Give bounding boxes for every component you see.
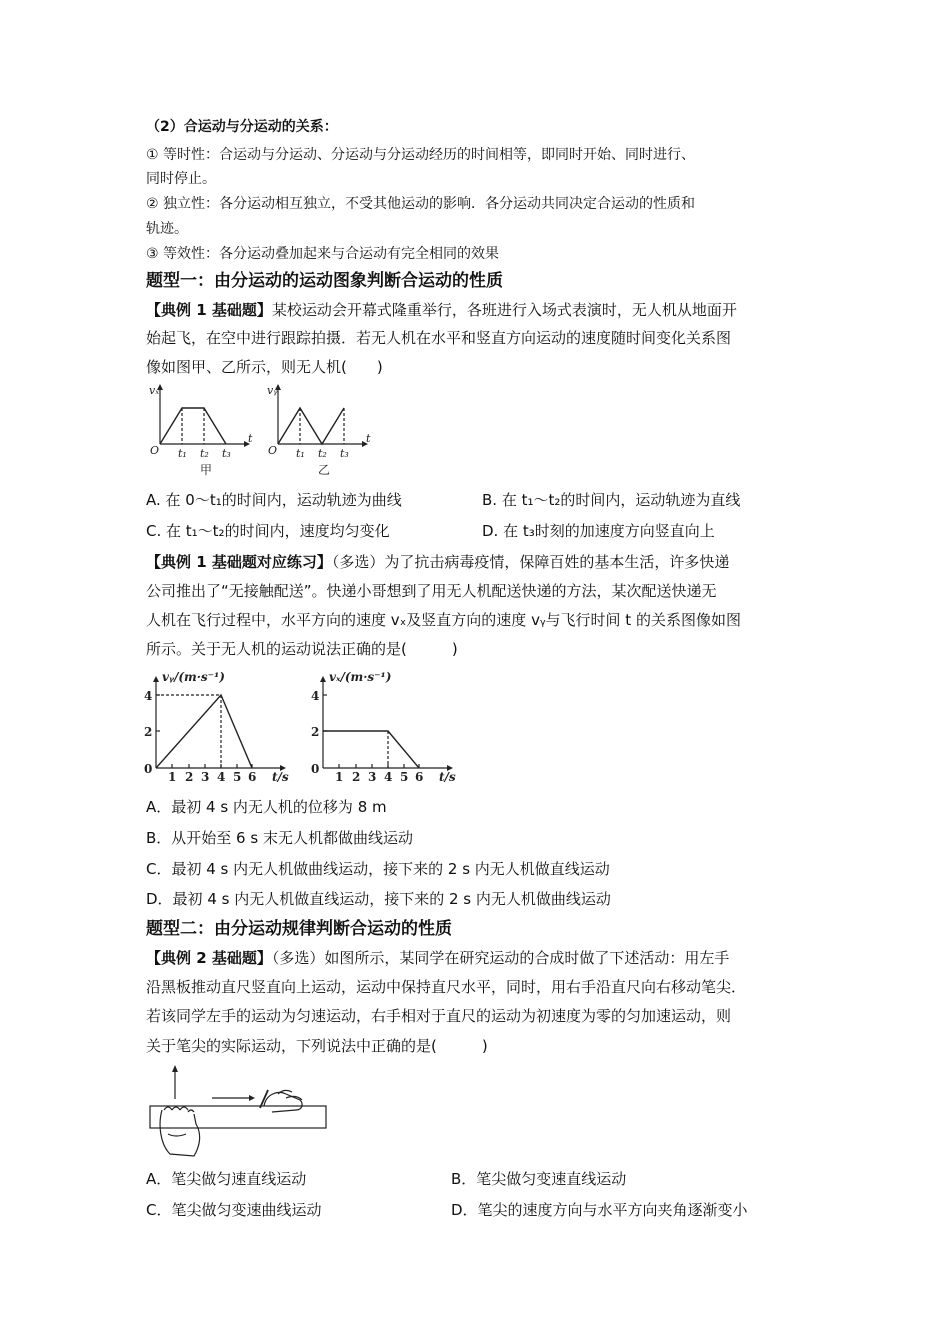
yi-t1: t₁ xyxy=(296,447,305,460)
jia-ylabel: vₓ xyxy=(149,384,160,397)
type2-heading: 题型二：由分运动规律判断合运动的性质 xyxy=(146,919,452,939)
practice-text: （多选）为了抗击病毒疫情，保障百姓的基本生活，许多快递 xyxy=(331,553,730,571)
practice-line-1 xyxy=(146,551,729,573)
vx-xtick-2: 2 xyxy=(352,770,361,784)
vx-xtick-6: 6 xyxy=(415,770,424,784)
relation-item-1-cont: 同时停止。 xyxy=(146,171,216,187)
ruler-hands-illustration xyxy=(146,1064,336,1159)
vx-xtick-1: 1 xyxy=(335,770,344,784)
jia-t3: t₃ xyxy=(222,447,231,460)
vx-xtick-3: 3 xyxy=(368,770,377,784)
practice-tag: 【典例 1 基础题对应练习】 xyxy=(146,553,332,571)
yi-tlabel: t xyxy=(366,432,371,445)
example2-tag: 【典例 2 基础题】 xyxy=(146,949,272,967)
example2-option-a[interactable]: A．笔尖做匀速直线运动 xyxy=(146,1170,307,1188)
vy-xtick-2: 2 xyxy=(185,770,194,784)
relation-item-2: ② 独立性：各分运动相互独立，不受其他运动的影响．各分运动共同决定合运动的性质和 xyxy=(146,196,695,212)
practice-option-a[interactable]: A．最初 4 s 内无人机的位移为 8 m xyxy=(146,798,387,816)
example1-line-3: 像如图甲、乙所示，则无人机( ) xyxy=(146,358,383,376)
example1-option-d[interactable]: D. 在 t₃时刻的加速度方向竖直向上 xyxy=(482,522,715,540)
example1-option-a[interactable]: A. 在 0～t₁的时间内，运动轨迹为曲线 xyxy=(146,491,402,509)
yi-t2: t₂ xyxy=(318,447,327,460)
relation-title: （2）合运动与分运动的关系： xyxy=(146,119,338,135)
example1-line-1 xyxy=(146,299,737,321)
jia-caption: 甲 xyxy=(200,463,213,477)
vx-xtick-5: 5 xyxy=(400,770,409,784)
vy-ylabel: vᵧ/(m·s⁻¹) xyxy=(162,670,225,684)
vy-xtick-1: 1 xyxy=(168,770,177,784)
relation-item-3: ③ 等效性：各分运动叠加起来与合运动有完全相同的效果 xyxy=(146,246,499,262)
vy-ytick-4: 4 xyxy=(144,689,153,703)
type1-heading: 题型一：由分运动的运动图象判断合运动的性质 xyxy=(146,271,503,291)
example2-text: （多选）如图所示，某同学在研究运动的合成时做了下述活动：用左手 xyxy=(271,949,730,967)
jia-t1: t₁ xyxy=(178,447,187,460)
example2-line-4: 关于笔尖的实际运动，下列说法中正确的是( ) xyxy=(146,1037,488,1055)
vx-ytick-2: 2 xyxy=(311,725,320,739)
vy-xtick-4: 4 xyxy=(217,770,226,784)
example1-tag: 【典例 1 基础题】 xyxy=(146,301,272,319)
example1-line-2: 始起飞，在空中进行跟踪拍摄．若无人机在水平和竖直方向运动的速度随时间变化关系图 xyxy=(146,329,732,347)
example1-text: 某校运动会开幕式隆重举行，各班进行入场式表演时，无人机从地面开 xyxy=(271,301,737,319)
vy-ytick-0: 0 xyxy=(144,762,153,776)
practice-line-4: 所示。关于无人机的运动说法正确的是( ) xyxy=(146,640,458,658)
practice-line-3: 人机在飞行过程中，水平方向的速度 vₓ及竖直方向的速度 vᵧ与飞行时间 t 的关系图像如图 xyxy=(146,611,741,629)
example2-line-2: 沿黑板推动直尺竖直向上运动，运动中保持直尺水平，同时，用右手沿直尺向右移动笔尖． xyxy=(146,978,747,996)
vy-xtick-6: 6 xyxy=(248,770,257,784)
vx-ytick-4: 4 xyxy=(311,689,320,703)
yi-t3: t₃ xyxy=(340,447,349,460)
example2-line-1 xyxy=(146,947,729,969)
vx-ylabel: vₓ/(m·s⁻¹) xyxy=(329,670,392,684)
jia-t2: t₂ xyxy=(200,447,209,460)
relation-item-1: ① 等时性：合运动与分运动、分运动与分运动经历的时间相等，即同时开始、同时进行、 xyxy=(146,147,695,163)
yi-caption: 乙 xyxy=(318,463,331,477)
jia-origin: O xyxy=(150,444,160,457)
example2-line-3: 若该同学左手的运动为匀速运动，右手相对于直尺的运动为初速度为零的匀加速运动，则 xyxy=(146,1007,732,1025)
vy-xtick-5: 5 xyxy=(233,770,242,784)
practice-line-2: 公司推出了“无接触配送”。快递小哥想到了用无人机配送快递的方法，某次配送快递无 xyxy=(146,582,717,600)
relation-item-2-cont: 轨迹。 xyxy=(146,221,188,237)
example2-option-d[interactable]: D．笔尖的速度方向与水平方向夹角逐渐变小 xyxy=(451,1201,748,1219)
practice-option-d[interactable]: D．最初 4 s 内无人机做直线运动，接下来的 2 s 内无人机做曲线运动 xyxy=(146,890,611,908)
jia-tlabel: t xyxy=(248,432,253,445)
vx-xtick-4: 4 xyxy=(384,770,393,784)
graph-vy xyxy=(140,664,300,784)
vy-ytick-2: 2 xyxy=(144,725,153,739)
yi-ylabel: vᵧ xyxy=(267,384,278,397)
example2-option-b[interactable]: B．笔尖做匀变速直线运动 xyxy=(451,1170,627,1188)
example1-option-b[interactable]: B. 在 t₁～t₂的时间内，运动轨迹为直线 xyxy=(482,491,741,509)
practice-option-b[interactable]: B．从开始至 6 s 末无人机都做曲线运动 xyxy=(146,829,413,847)
vx-ytick-0: 0 xyxy=(311,762,320,776)
figure-jia-yi xyxy=(140,380,380,480)
vy-xlabel: t/s xyxy=(272,770,289,784)
practice-option-c[interactable]: C．最初 4 s 内无人机做曲线运动，接下来的 2 s 内无人机做直线运动 xyxy=(146,860,610,878)
vx-xlabel: t/s xyxy=(439,770,456,784)
graph-vx xyxy=(307,664,472,784)
vy-xtick-3: 3 xyxy=(201,770,210,784)
yi-origin: O xyxy=(268,444,278,457)
example2-option-c[interactable]: C．笔尖做匀变速曲线运动 xyxy=(146,1201,322,1219)
example1-option-c[interactable]: C. 在 t₁～t₂的时间内，速度均匀变化 xyxy=(146,522,390,540)
